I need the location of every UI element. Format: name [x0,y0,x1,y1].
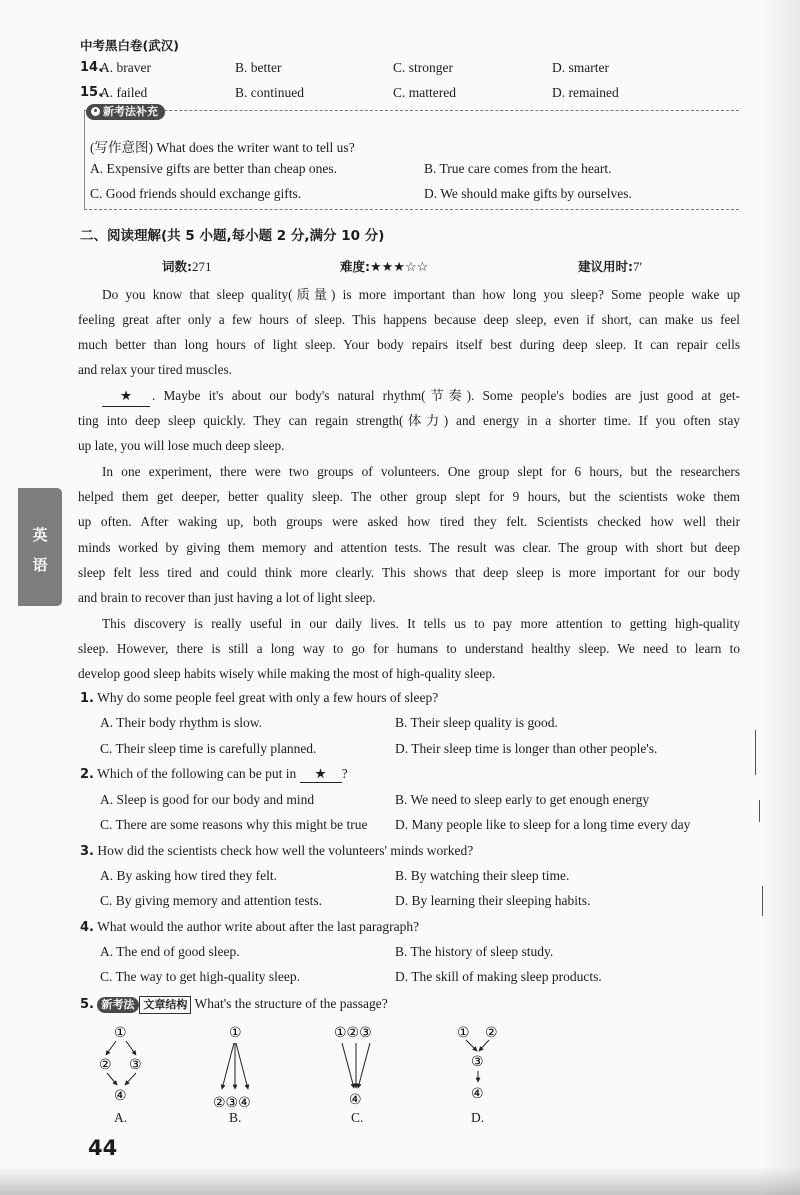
q4-option-a[interactable]: A. The end of good sleep. [100,944,240,959]
q1-option-a[interactable]: A. Their body rhythm is slow. [100,715,262,730]
new-method-icon [91,107,100,116]
supplement-option-b[interactable]: B. True care comes from the heart. [424,161,612,176]
supplement-tag: 新考法补充 [86,104,165,120]
question-1: 1. Why do some people feel great with only a few hours of sleep? [80,690,439,706]
node: ① [229,1025,242,1041]
diagram-a[interactable] [99,1025,142,1104]
passage-line: up often. After waking up, both groups were asked how tired they felt. Scientists checked how well their [78,514,740,529]
structure-diagrams [0,1018,800,1118]
passage-line: This discovery is really useful in our daily lives. It tells us to pay more attention to getting high-quality [102,616,740,631]
passage-line: helped them get deeper, better quality sleep. The other group slept for 9 hours, but the scientists woke them [78,489,740,504]
passage-line: Do you know that sleep quality(质量) is more important than how long you sleep? Some people wake up [102,287,740,302]
q3-option-b[interactable]: B. By watching their sleep time. [395,868,570,883]
passage-line: . Maybe it's about our body's natural rhythm(节奏). Some people's bodies are just good at get- [152,388,740,403]
node: ③ [129,1057,142,1073]
q4-option-d[interactable]: D. The skill of making sleep products. [395,969,602,984]
question-number: 14. [80,60,104,75]
q1-option-b[interactable]: B. Their sleep quality is good. [395,715,558,730]
option-c[interactable]: C. mattered [393,85,456,100]
passage-blank[interactable] [102,386,150,406]
node: ② [485,1025,498,1041]
passage-line: feeling great after only a few hours of sleep. This happens because deep sleep, even if short, can make us feel [78,312,740,327]
suggested-time: 建议用时:7′ [578,259,643,274]
q4-option-c[interactable]: C. The way to get high-quality sleep. [100,969,300,984]
diagram-b[interactable] [213,1025,251,1111]
q3-option-c[interactable]: C. By giving memory and attention tests. [100,893,322,908]
node: ① [114,1025,127,1041]
question-stem: Why do some people feel great with only a few hours of sleep? [97,690,439,705]
section-heading: 二、阅读理解(共 5 小题,每小题 2 分,满分 10 分) [80,228,385,244]
diagram-c[interactable] [334,1025,372,1108]
scan-mark [755,730,756,775]
q2-option-c[interactable]: C. There are some reasons why this might be true [100,817,368,832]
node: ①②③ [334,1025,372,1041]
diagram-d[interactable] [457,1025,498,1102]
q3-option-d[interactable]: D. By learning their sleeping habits. [395,893,591,908]
diagram-label-a[interactable]: A. [114,1110,128,1125]
question-5: 5. 新考法 文章结构 What's the structure of the passage? [80,996,388,1012]
supplement-option-a[interactable]: A. Expensive gifts are better than cheap ones. [90,161,338,176]
word-count: 词数:271 [162,259,212,274]
question-number: 15. [80,85,104,100]
question-row-14 [0,60,800,80]
new-method-tag: 新考法 [97,997,139,1013]
passage-line: much better than long hours of light sleep. Your body repairs itself best during deep sleep. It can repair cells [78,337,740,352]
question-2: 2. Which of the following can be put in ★ ? [80,766,348,782]
q2-option-d[interactable]: D. Many people like to sleep for a long time every day [395,817,691,832]
subject-side-tab: 英 语 [18,488,62,606]
diagram-label-d[interactable]: D. [471,1110,485,1125]
structure-tag: 文章结构 [139,996,191,1014]
q2-option-b[interactable]: B. We need to sleep early to get enough energy [395,792,650,807]
page-header-title: 中考黑白卷(武汉) [80,38,179,53]
option-b[interactable]: B. better [235,60,282,75]
passage-line: up late, you will lose much deep sleep. [78,438,285,453]
node: ④ [114,1088,127,1104]
option-d[interactable]: D. smarter [552,60,609,75]
passage-line: In one experiment, there were two groups of volunteers. One group slept for 6 hours, but the researchers [102,464,740,479]
difficulty: 难度:★★★☆☆ [340,259,429,274]
option-a[interactable]: A. failed [100,85,148,100]
q1-option-c[interactable]: C. Their sleep time is carefully planned. [100,741,317,756]
q2-option-a[interactable]: A. Sleep is good for our body and mind [100,792,315,807]
node: ② [99,1057,112,1073]
page-bottom-shadow [0,1167,800,1195]
blank-star: ★ [300,766,342,783]
option-d[interactable]: D. remained [552,85,619,100]
question-stem: What's the structure of the passage? [194,996,388,1011]
diagram-label-c[interactable]: C. [351,1110,364,1125]
option-a[interactable]: A. braver [100,60,151,75]
node: ③ [471,1054,484,1070]
passage-line: sleep. However, there is still a long way to go for humans to understand healthy sleep. We need to learn to [78,641,740,656]
page-edge-shadow [760,0,800,1195]
option-c[interactable]: C. stronger [393,60,453,75]
supplement-question: (写作意图) What does the writer want to tell us? [90,140,355,155]
passage-line: develop good sleep habits wisely while making the most of high-quality sleep. [78,666,496,681]
node: ②③④ [213,1095,251,1111]
q4-option-b[interactable]: B. The history of sleep study. [395,944,554,959]
node: ④ [471,1086,484,1102]
passage-line: and relax your tired muscles. [78,362,232,377]
question-3: 3. How did the scientists check how well the volunteers' minds worked? [80,843,474,859]
supplement-option-d[interactable]: D. We should make gifts by ourselves. [424,186,632,201]
difficulty-stars: ★★★☆☆ [370,259,429,274]
supplement-option-c[interactable]: C. Good friends should exchange gifts. [90,186,302,201]
option-b[interactable]: B. continued [235,85,304,100]
q1-option-d[interactable]: D. Their sleep time is longer than other people's. [395,741,658,756]
node: ① [457,1025,470,1041]
diagram-label-b[interactable]: B. [229,1110,242,1125]
question-row-15 [0,85,800,105]
scan-mark [759,800,760,822]
passage-line: ting into deep sleep quickly. They can regain strength(体力) and energy in a shorter time. If you often stay [78,413,740,428]
q3-option-a[interactable]: A. By asking how tired they felt. [100,868,277,883]
passage-line: minds worked by giving them memory and attention tests. The result was clear. The group with short but deep [78,540,740,555]
scan-mark [762,886,763,916]
question-4: 4. What would the author write about after the last paragraph? [80,919,420,935]
page-number: 44 [88,1136,118,1160]
node: ④ [349,1092,362,1108]
passage-line: sleep felt less tired and could think more clearly. This shows that deep sleep is more important for our body [78,565,740,580]
blank-star: ★ [102,386,150,407]
passage-line: and brain to recover than just having a lot of light sleep. [78,590,376,605]
